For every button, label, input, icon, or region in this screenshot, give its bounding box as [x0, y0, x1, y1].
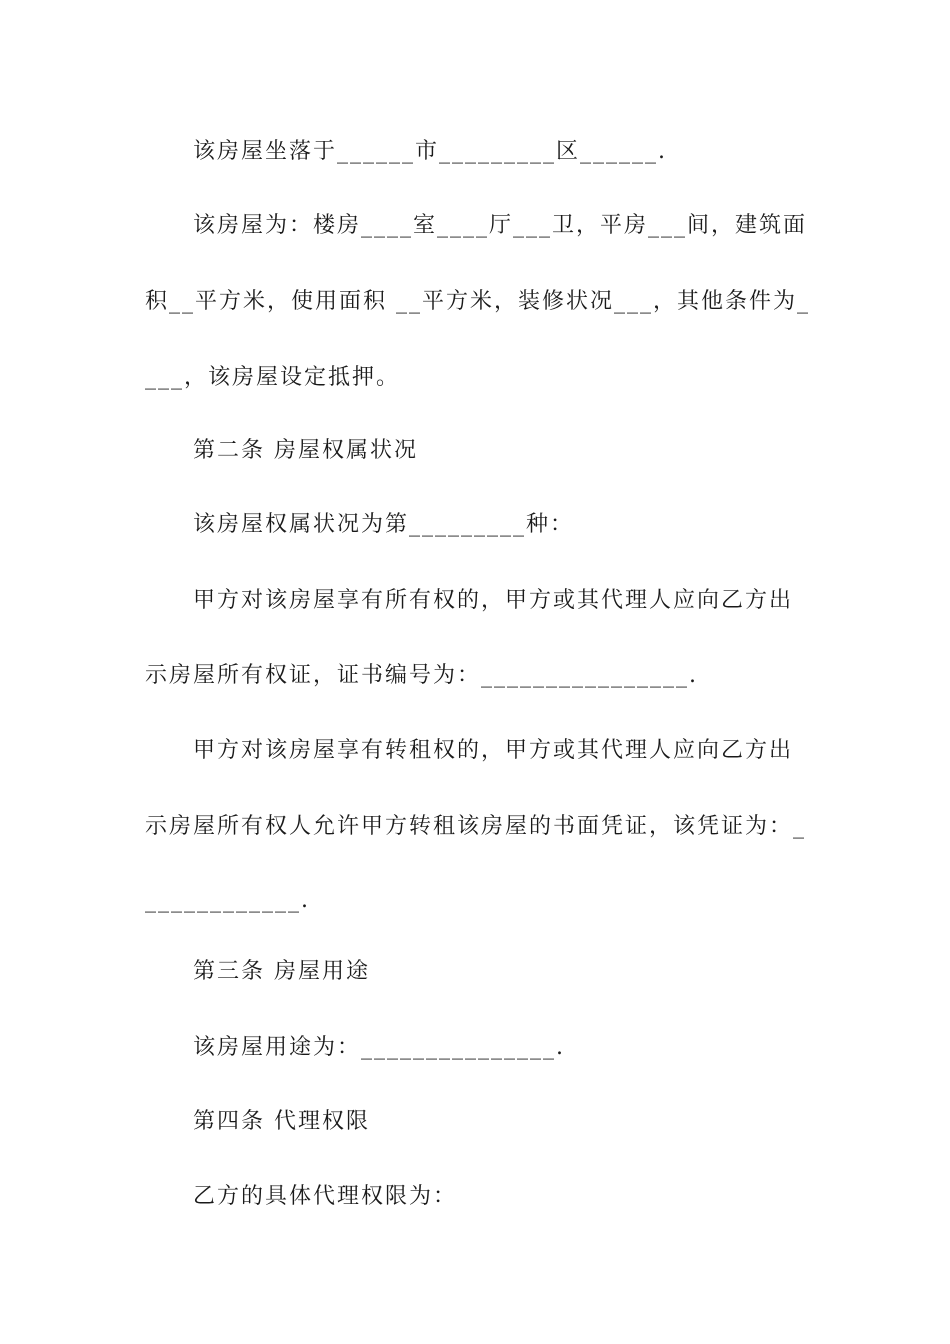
section-heading-4: 第四条 代理权限: [193, 1109, 370, 1134]
ownership-paragraph-line-2: 示房屋所有权证，证书编号为：________________.: [145, 663, 698, 688]
ownership-paragraph-line-1: 甲方对该房屋享有所有权的，甲方或其代理人应向乙方出: [193, 588, 794, 613]
house-description-line-3: ___，该房屋设定抵押。: [145, 365, 401, 390]
sublease-paragraph-line-3: ____________.: [145, 888, 310, 913]
section-heading-2: 第二条 房屋权属状况: [193, 438, 418, 463]
section-heading-3: 第三条 房屋用途: [193, 959, 370, 984]
sublease-paragraph-line-2: 示房屋所有权人允许甲方转租该房屋的书面凭证，该凭证为：_: [145, 814, 807, 839]
authority-paragraph: 乙方的具体代理权限为：: [193, 1184, 458, 1209]
usage-paragraph: 该房屋用途为：_______________.: [193, 1035, 565, 1060]
location-paragraph: 该房屋坐落于______市_________区______.: [193, 139, 667, 164]
house-description-line-2: 积__平方米，使用面积 __平方米，装修状况___，其他条件为_: [145, 289, 810, 314]
house-description-line-1: 该房屋为：楼房____室____厅___卫，平房___间，建筑面: [193, 213, 808, 238]
ownership-type-paragraph: 该房屋权属状况为第_________种：: [193, 512, 575, 537]
sublease-paragraph-line-1: 甲方对该房屋享有转租权的，甲方或其代理人应向乙方出: [193, 738, 794, 763]
